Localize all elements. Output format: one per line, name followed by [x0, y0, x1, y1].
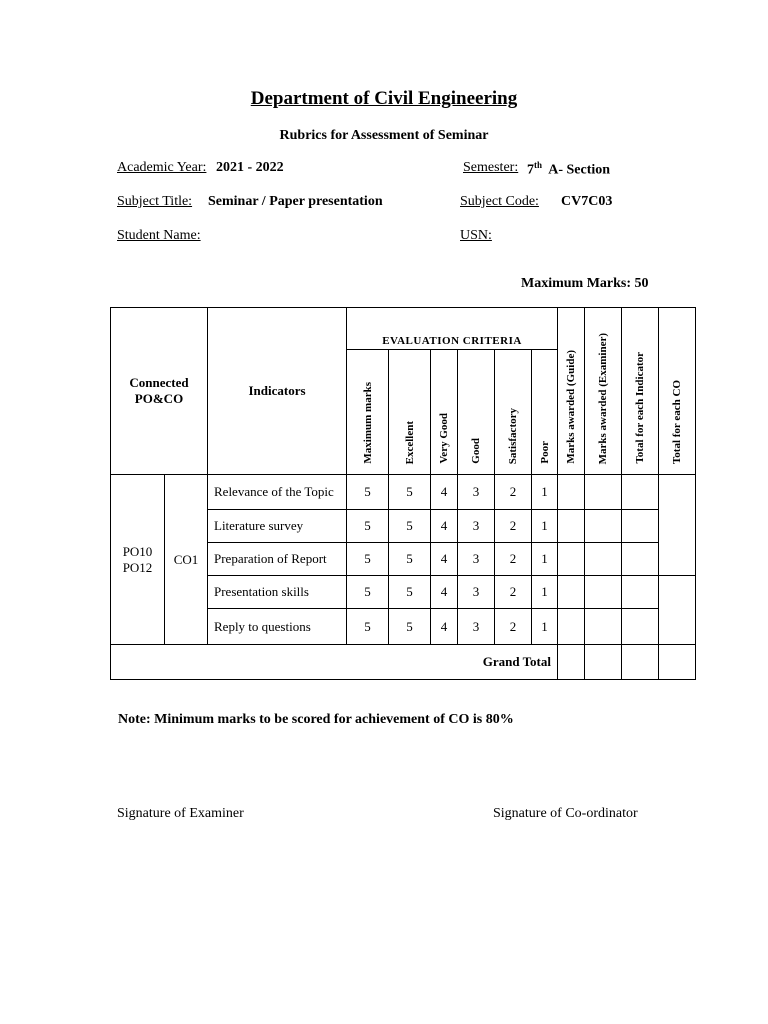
marks-examiner-cell[interactable]: [585, 609, 622, 645]
max-marks: Maximum Marks: 50: [521, 276, 649, 291]
value-cell: 5: [389, 543, 431, 576]
value-cell: 4: [431, 475, 458, 510]
subject-title-label: Subject Title:: [117, 194, 193, 209]
value-cell: 3: [458, 510, 495, 543]
table-row: [111, 475, 696, 510]
grand-total-guide-cell[interactable]: [558, 645, 585, 680]
value-cell: 5: [347, 510, 389, 543]
total-co-cell[interactable]: [659, 576, 696, 645]
semester-value: 7th A- Section: [527, 160, 611, 178]
marks-examiner-cell[interactable]: [585, 510, 622, 543]
indicator-cell: Relevance of the Topic: [208, 475, 347, 510]
indicators-header: Indicators: [208, 308, 347, 475]
academic-year-label: Academic Year:: [117, 160, 207, 175]
total-indicator-cell[interactable]: [622, 475, 659, 510]
value-cell: 5: [347, 609, 389, 645]
marks-examiner-header: Marks awarded (Examiner): [585, 308, 622, 475]
value-cell: 5: [389, 576, 431, 609]
marks-guide-cell[interactable]: [558, 475, 585, 510]
criteria-header-good: Good: [458, 350, 495, 475]
value-cell: 1: [532, 609, 558, 645]
value-cell: 5: [389, 609, 431, 645]
value-cell: 3: [458, 475, 495, 510]
marks-guide-cell[interactable]: [558, 543, 585, 576]
marks-guide-cell[interactable]: [558, 576, 585, 609]
grand-total-row: [111, 645, 696, 680]
subject-code-value: CV7C03: [561, 194, 613, 209]
subject-code-label: Subject Code:: [460, 194, 539, 209]
value-cell: 2: [495, 510, 532, 543]
value-cell: 5: [389, 475, 431, 510]
value-cell: 2: [495, 475, 532, 510]
indicator-cell: Presentation skills: [208, 576, 347, 609]
criteria-header-very-good: Very Good: [431, 350, 458, 475]
value-cell: 4: [431, 543, 458, 576]
marks-guide-header: Marks awarded (Guide): [558, 308, 585, 475]
grand-total-indicator-cell[interactable]: [622, 645, 659, 680]
value-cell: 1: [532, 510, 558, 543]
total-indicator-cell[interactable]: [622, 576, 659, 609]
academic-year-value: 2021 - 2022: [216, 160, 284, 175]
value-cell: 5: [389, 510, 431, 543]
value-cell: 5: [347, 475, 389, 510]
total-co-header: Total for each CO: [659, 308, 696, 475]
total-co-cell[interactable]: [659, 475, 696, 576]
value-cell: 1: [532, 543, 558, 576]
subject-title-value: Seminar / Paper presentation: [208, 194, 383, 209]
value-cell: 4: [431, 576, 458, 609]
indicator-cell: Reply to questions: [208, 609, 347, 645]
total-indicator-cell[interactable]: [622, 510, 659, 543]
criteria-header-poor: Poor: [532, 350, 558, 475]
value-cell: 4: [431, 609, 458, 645]
value-cell: 2: [495, 543, 532, 576]
criteria-header-max: Maximum marks: [347, 350, 389, 475]
value-cell: 5: [347, 543, 389, 576]
rubric-table: [110, 307, 696, 680]
value-cell: 5: [347, 576, 389, 609]
criteria-header-satisfactory: Satisfactory: [495, 350, 532, 475]
page-subtitle: Rubrics for Assessment of Seminar: [279, 128, 489, 143]
total-indicator-cell[interactable]: [622, 543, 659, 576]
value-cell: 3: [458, 576, 495, 609]
value-cell: 1: [532, 475, 558, 510]
evaluation-criteria-header: EVALUATION CRITERIA: [347, 308, 558, 350]
value-cell: 2: [495, 609, 532, 645]
usn-label: USN:: [460, 228, 492, 243]
marks-examiner-cell[interactable]: [585, 475, 622, 510]
marks-examiner-cell[interactable]: [585, 576, 622, 609]
page-title: Department of Civil Engineering: [250, 88, 518, 109]
student-name-label: Student Name:: [117, 228, 201, 243]
value-cell: 3: [458, 609, 495, 645]
total-indicator-cell[interactable]: [622, 609, 659, 645]
marks-guide-cell[interactable]: [558, 609, 585, 645]
po-cell: PO10 PO12: [111, 475, 165, 645]
semester-label: Semester:: [463, 160, 519, 175]
criteria-header-excellent: Excellent: [389, 350, 431, 475]
marks-examiner-cell[interactable]: [585, 543, 622, 576]
value-cell: 2: [495, 576, 532, 609]
examiner-signature: Signature of Examiner: [117, 806, 244, 821]
value-cell: 4: [431, 510, 458, 543]
note-text: Note: Minimum marks to be scored for achievement of CO is 80%: [118, 712, 514, 727]
connected-po-co-header: Connected PO&CO: [111, 308, 208, 475]
grand-total-examiner-cell[interactable]: [585, 645, 622, 680]
indicator-cell: Preparation of Report: [208, 543, 347, 576]
grand-total-label: Grand Total: [111, 645, 558, 680]
total-indicator-header: Total for each Indicator: [622, 308, 659, 475]
value-cell: 1: [532, 576, 558, 609]
coordinator-signature: Signature of Co-ordinator: [493, 806, 638, 821]
indicator-cell: Literature survey: [208, 510, 347, 543]
co-cell: CO1: [165, 475, 208, 645]
grand-total-co-cell[interactable]: [659, 645, 696, 680]
value-cell: 3: [458, 543, 495, 576]
marks-guide-cell[interactable]: [558, 510, 585, 543]
